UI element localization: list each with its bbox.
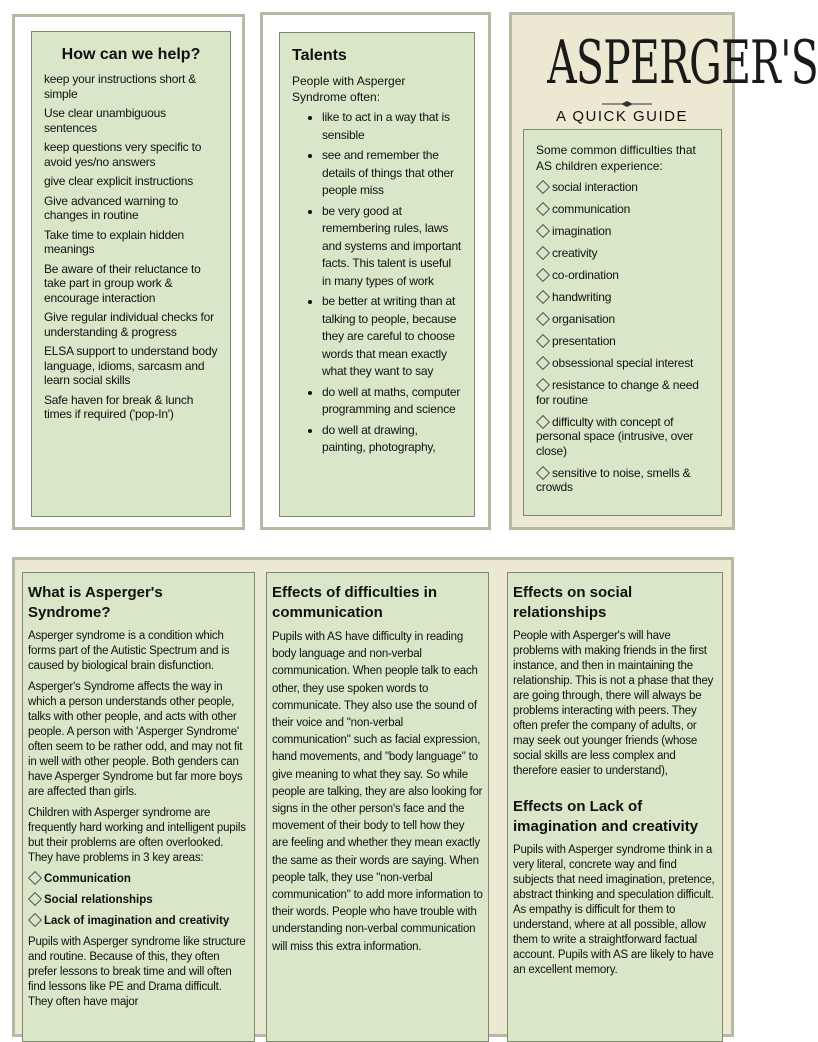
difficulty-item: organisation [536, 312, 711, 327]
diamond-bullet-icon [28, 892, 42, 906]
diamond-bullet-icon [536, 378, 550, 392]
difficulty-item: handwriting [536, 290, 711, 305]
difficulty-item: sensitive to noise, smells & crowds [536, 465, 691, 494]
talent-item: • do well at drawing, painting, photography, [322, 422, 462, 457]
diamond-bullet-icon [536, 290, 550, 304]
help-item: give clear explicit instructions [44, 174, 193, 188]
what-is-column [22, 572, 255, 1042]
social-column [507, 572, 723, 1042]
key-area-item: Social relationships [28, 893, 249, 908]
cover-panel [509, 12, 818, 530]
talents-box [279, 32, 475, 517]
social-title: Effects on social relationships [513, 584, 633, 621]
difficulty-item: resistance to change & need for routine [536, 378, 699, 407]
difficulties-box [523, 129, 722, 516]
what-is-paragraph: Pupils with Asperger syndrome like structure and routine. Because of this, they often prefer lessons to break time and will often find lessons like PE and Drama difficult. They often have major [28, 936, 246, 1008]
communication-title: Effects of difficulties in communication [272, 584, 438, 621]
difficulty-item: co-ordination [536, 268, 711, 283]
cover-subtitle: A QUICK GUIDE [555, 108, 689, 125]
difficulty-item: imagination [536, 224, 711, 239]
difficulty-item: obsessional special interest [536, 356, 711, 371]
diamond-bullet-icon [536, 180, 550, 194]
help-item: Give advanced warning to changes in routine [44, 193, 178, 222]
talent-item: • be better at writing than at talking to people, because they are careful to choose words that mean exactly what they want to say [322, 293, 462, 381]
what-is-paragraph: Children with Asperger syndrome are frequently hard working and intelligent pupils but their problems are often overlooked. They have problems in 3 key areas: [28, 807, 246, 864]
ornament-divider-icon [602, 101, 652, 107]
diamond-bullet-icon [536, 356, 550, 370]
diamond-bullet-icon [536, 415, 550, 429]
help-item: keep questions very specific to avoid yes/no answers [44, 140, 202, 169]
diamond-bullet-icon [536, 312, 550, 326]
help-item: keep your instructions short & simple [44, 72, 197, 101]
diamond-bullet-icon [536, 224, 550, 238]
talents-list [292, 109, 462, 457]
help-item: Be aware of their reluctance to take part in group work & encourage interaction [44, 261, 201, 305]
what-is-title: What is Asperger's Syndrome? [28, 584, 163, 621]
help-title: How can we help? [61, 46, 201, 63]
key-area-item: Communication [28, 872, 249, 887]
talent-item: • see and remember the details of things that other people miss [322, 147, 462, 200]
what-is-paragraph: Asperger syndrome is a condition which forms part of the Autistic Spectrum and is caused by biological brain disfunction. [28, 630, 230, 672]
diamond-bullet-icon [536, 246, 550, 260]
talent-item: • like to act in a way that is sensible [322, 109, 462, 144]
difficulty-item: presentation [536, 334, 711, 349]
difficulty-item: social interaction [536, 180, 711, 195]
difficulty-item: communication [536, 202, 711, 217]
difficulty-item: difficulty with concept of personal space (intrusive, over close) [536, 414, 694, 458]
key-area-item: Lack of imagination and creativity [28, 914, 249, 929]
talents-title: Talents [292, 47, 347, 64]
communication-column [266, 572, 489, 1042]
diamond-bullet-icon [28, 871, 42, 885]
diamond-bullet-icon [536, 202, 550, 216]
help-panel [12, 14, 245, 530]
talents-panel [260, 12, 491, 530]
difficulty-item: creativity [536, 246, 711, 261]
help-item: Give regular individual checks for understanding & progress [44, 310, 214, 339]
cover-title: ASPERGER'S [547, 28, 818, 98]
talent-item: • do well at maths, computer programming and science [322, 384, 462, 419]
talents-intro: People with Asperger Syndrome often: [292, 74, 406, 104]
diamond-bullet-icon [536, 268, 550, 282]
imagination-paragraph: Pupils with Asperger syndrome think in a very literal, concrete way and find subjects that need imagination, pretence, abstract thinking and speculation difficult. As empathy is difficult for them to understand, where at all possible, allow them to write a straightforward factual account. Pupils with AS are likely to have an excellent memory. [513, 844, 715, 976]
help-item: Use clear unambiguous sentences [44, 106, 166, 135]
help-box [31, 31, 231, 517]
diamond-bullet-icon [28, 913, 42, 927]
what-is-paragraph: Asperger's Syndrome affects the way in which a person understands other people, talks with other people, and acts with other people. A person with 'Asperger Syndrome' often seem to be rather odd, and may not fit in well with other people. Both genders can have Asperger Syndrome but far more boys are affected than girls. [28, 681, 243, 798]
difficulties-intro: Some common difficulties that AS children experience: [536, 143, 696, 173]
inside-panel [12, 557, 734, 1037]
talent-item: • be very good at remembering rules, laws and systems and important facts. This talent is useful in many types of work [322, 203, 462, 291]
help-item: ELSA support to understand body language, idioms, sarcasm and learn social skills [44, 344, 218, 387]
diamond-bullet-icon [536, 466, 550, 480]
imagination-title: Effects on Lack of imagination and creativity [513, 798, 699, 835]
social-paragraph: People with Asperger's will have problems with making friends in the first instance, and then in maintaining the relationship. This is not a phase that they are going through, there will always be problems interacting with peers. They often prefer the company of adults, or may seek out younger friends (whose social skills are less complex and therefore easier to understand), [513, 630, 714, 777]
diamond-bullet-icon [536, 334, 550, 348]
help-item: Take time to explain hidden meanings [44, 227, 185, 256]
help-item: Safe haven for break & lunch times if required ('pop-In') [44, 392, 194, 421]
communication-paragraph: Pupils with AS have difficulty in reading body language and non-verbal communication. When people talk to each other, they use spoken words to communicate. They also use the sound of their voice and "non-verbal communication" such as facial expression, hand movements, and "body language" to give meaning to what they say. So while people are talking, they are also looking for signs in the other person's face and the movement of their body to tell how they are feeling and whether they mean exactly the same as their words are saying. When people talk, they use "non-verbal communication" to add more information to their words. People who have trouble with understanding non-verbal communication will miss this extra information. [272, 631, 483, 953]
